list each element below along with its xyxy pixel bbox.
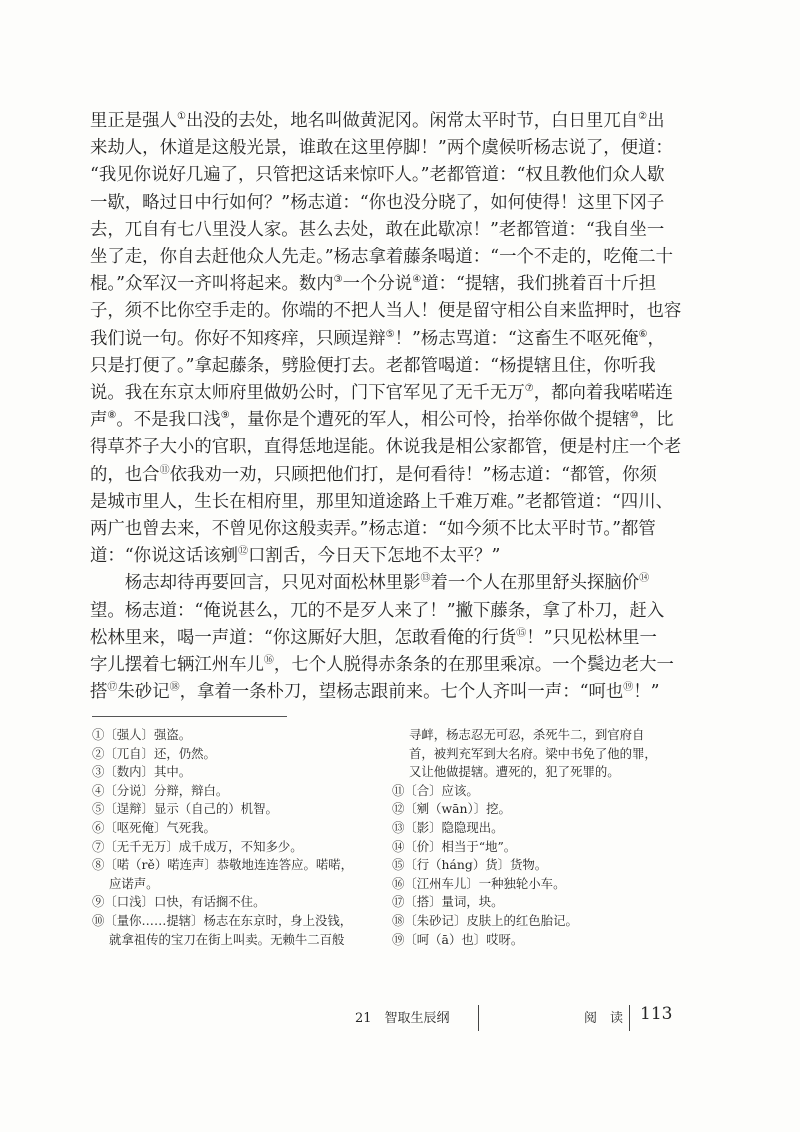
footnote: 首，被判充军到大名府。梁中书免了他的罪， — [409, 745, 657, 761]
footnote: ⑪〔合〕应该。 — [392, 782, 479, 798]
footnotes-left-column — [92, 726, 374, 949]
footer-divider-2 — [629, 1005, 630, 1031]
footnote: 就拿祖传的宝刀在街上叫卖。无赖牛二百般 — [109, 931, 345, 947]
text-line: 一歇，略过日中行如何？”杨志道：“你也没分晓了，如何使得！这里下冈子 — [90, 192, 665, 213]
main-text — [90, 108, 712, 706]
footnote: ⑭〔价〕相当于“地”。 — [392, 838, 517, 854]
footnote: ④〔分说〕分辩，辩白。 — [92, 782, 229, 798]
text-line: 杨志却待再要回言，只见对面松林里影⑬着一个人在那里舒头探脑价⑭ — [124, 573, 650, 594]
footnote: ⑫〔剜（wān）〕挖。 — [392, 801, 511, 817]
text-line: 望。杨志道：“俺说甚么，兀的不是歹人来了！”撇下藤条，拿了朴刀，赶入 — [90, 600, 665, 621]
footer-divider — [478, 1005, 479, 1031]
text-line: 坐了走，你自去赶他众人先走。”杨志拿着藤条喝道：“一个不走的，吃俺二十 — [90, 247, 673, 268]
paragraph-2 — [90, 570, 712, 706]
text-line: 道：“你说这话该剜⑫口割舌，今日天下怎地不太平？” — [90, 546, 501, 567]
footnote: ①〔强人〕强盗。 — [92, 727, 192, 742]
footnote: 寻衅，杨志忍无可忍，杀死牛二，到官府自 — [409, 727, 645, 742]
footnote: 应诺声。 — [109, 875, 159, 891]
text-line: 我们说一句。你好不知疼痒，只顾逞辩⑤！”杨志骂道：“这畜生不呕死俺⑥， — [90, 328, 665, 349]
page-number: 113 — [640, 1004, 673, 1024]
text-line: 说。我在东京太师府里做奶公时，门下官军见了无千无万⑦，都向着我喏喏连 — [90, 383, 673, 404]
footnote: ⑩〔量你……提辖〕杨志在东京时，身上没钱， — [92, 912, 353, 928]
lesson-title: 21 智取生辰纲 — [355, 1011, 450, 1026]
footnote: ⑯〔江州车儿〕一种独轮小车。 — [392, 875, 566, 891]
text-line: 只是打便了。”拿起藤条，劈脸便打去。老都管喝道：“杨提辖且住，你听我 — [90, 355, 656, 376]
footnote: 又让他做提辖。遭死的，犯了死罪的。 — [409, 764, 620, 780]
footnote: ⑰〔搭〕量词，块。 — [392, 894, 504, 910]
text-line: 子，须不比你空手走的。你端的不把人当人！便是留守相公自来监押时，也容 — [90, 301, 682, 322]
text-line: 字儿摆着七辆江州车儿⑯，七个人脱得赤条条的在那里乘凉。一个鬓边老大一 — [90, 655, 674, 676]
footnote: ②〔兀自〕还，仍然。 — [92, 745, 216, 761]
text-line: 是城市里人，生长在相府里，那里知道途路上千难万难。”老都管道：“四川、 — [90, 491, 673, 512]
footnote: ⑧〔喏（rě）喏连声〕恭敬地连连答应。喏喏， — [92, 857, 354, 873]
text-line: 里正是强人①出没的去处，地名叫做黄泥冈。闲常太平时节，白日里兀自②出 — [90, 111, 665, 131]
text-line: 松林里来，喝一声道：“你这厮好大胆，怎敢看俺的行货⑮！”只见松林里一 — [90, 627, 657, 648]
text-line: 来劫人，休道是这般光景，谁敢在这里停脚！”两个虞候听杨志说了，便道： — [90, 138, 673, 159]
paragraph-1 — [90, 108, 712, 570]
footnote: ③〔数内〕其中。 — [92, 764, 192, 780]
text-line: 搭⑰朱砂记⑱，拿着一条朴刀，望杨志跟前来。七个人齐叫一声：“呵也⑲！” — [90, 682, 660, 703]
text-line: 棍。”众军汉一齐叫将起来。数内③一个分说④道：“提辖，我们挑着百十斤担 — [90, 274, 657, 295]
footnote: ⑮〔行（háng）货〕货物。 — [392, 857, 548, 873]
text-line: 的，也合⑪依我劝一劝，只顾把他们打，是何看待！”杨志道：“都管，你须 — [90, 464, 657, 485]
footnote: ⑦〔无千无万〕成千成万，不知多少。 — [92, 838, 303, 854]
text-line: 得草芥子大小的官职，直得恁地逞能。休说我是相公家都管，便是村庄一个老 — [90, 437, 682, 458]
footnote: ⑱〔朱砂记〕皮肤上的红色胎记。 — [392, 912, 578, 928]
footnote: ⑥〔呕死俺〕气死我。 — [92, 819, 216, 835]
footnotes-right-column — [392, 726, 682, 949]
footnote: ⑨〔口浅〕口快，有话搁不住。 — [92, 894, 266, 910]
text-line: 两广也曾去来，不曾见你这般卖弄。”杨志道：“如今须不比太平时节。”都管 — [90, 519, 656, 540]
footnote: ⑤〔逞辩〕显示（自己的）机智。 — [92, 801, 278, 817]
footnote: ⑬〔影〕隐隐现出。 — [392, 819, 504, 835]
text-line: “我见你说好几遍了，只管把这话来惊吓人。”老都管道：“权且教他们众人歇 — [90, 165, 665, 186]
section-name: 阅 读 — [584, 1011, 624, 1026]
text-line: 去，兀自有七八里没人家。甚么去处，敢在此歇凉！”老都管道：“我自坐一 — [90, 219, 665, 240]
text-line: 声⑧。不是我口浅⑨，量你是个遭死的军人，相公可怜，抬举你做个提辖⑩，比 — [90, 410, 674, 431]
footnote: ⑲〔呵（ā）也〕哎呀。 — [392, 931, 524, 947]
footnote-divider — [92, 716, 287, 717]
